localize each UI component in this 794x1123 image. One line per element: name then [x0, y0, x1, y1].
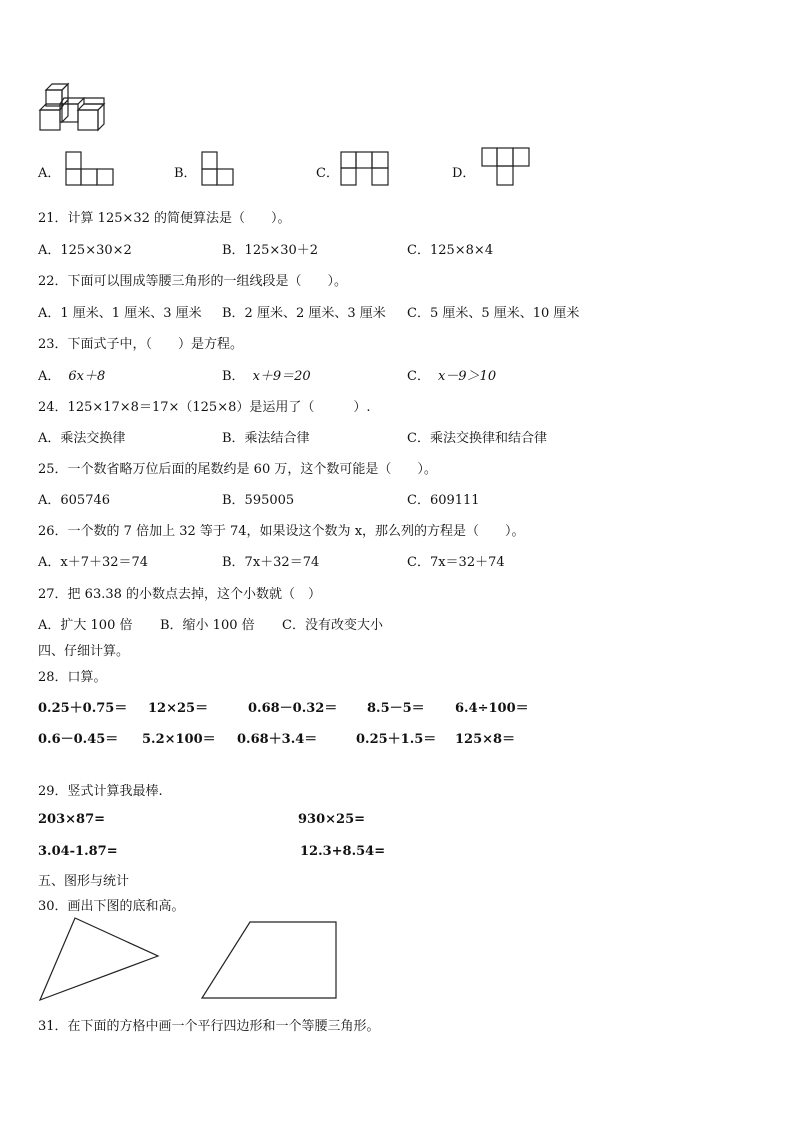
view-figure-b-icon[interactable] [202, 152, 236, 186]
option-a-label: A． [38, 166, 61, 181]
vertical-calc-item: 12.3+8.54= [300, 844, 386, 859]
question-21-stem: 21．计算 125×32 的简便算法是（ ）。 [38, 211, 291, 226]
mental-calc-item: 0.25＋0.75＝ [38, 701, 128, 716]
question-30-stem: 30．画出下图的底和高。 [38, 899, 185, 914]
question-24-option-a[interactable]: A．乘法交换律 [38, 431, 126, 446]
question-24-option-b[interactable]: B．乘法结合律 [222, 431, 310, 446]
question-25-option-b[interactable]: B．595005 [222, 493, 295, 508]
cube-stack-figure [38, 82, 110, 134]
question-22-option-c[interactable]: C．5 厘米、5 厘米、10 厘米 [407, 306, 580, 321]
question-23-stem: 23．下面式子中，（ ）是方程。 [38, 337, 244, 352]
section-5-heading: 五、图形与统计 [38, 874, 130, 889]
question-28-stem: 28．口算。 [38, 670, 107, 685]
question-25-option-a[interactable]: A．605746 [38, 493, 111, 508]
question-27-stem: 27．把 63.38 的小数点去掉，这个小数就（ ） [38, 587, 322, 602]
option-expression: x＋9＝20 [252, 369, 311, 384]
question-24-stem: 24．125×17×8＝17×（125×8）是运用了（ ）. [38, 400, 371, 415]
option-d-label: D． [452, 166, 476, 181]
question-26-option-b[interactable]: B．7x＋32＝74 [222, 555, 320, 570]
question-25-option-c[interactable]: C．609111 [407, 493, 480, 508]
section-4-heading: 四、仔细计算。 [38, 644, 130, 659]
question-26-stem: 26．一个数的 7 倍加上 32 等于 74，如果设这个数为 x，那么列的方程是（ ）。 [38, 524, 525, 539]
view-figure-d-icon[interactable] [482, 148, 530, 186]
question-26-option-c[interactable]: C．7x＝32＋74 [407, 555, 505, 570]
option-expression: 6x＋8 [68, 369, 106, 384]
question-22-option-b[interactable]: B．2 厘米、2 厘米、3 厘米 [222, 306, 386, 321]
option-expression: x－9＞10 [437, 369, 497, 384]
option-label: B． [222, 369, 245, 384]
mental-calc-item: 8.5－5＝ [367, 701, 425, 716]
mental-calc-item: 12×25＝ [148, 701, 209, 716]
question-27-option-c[interactable]: C．没有改变大小 [282, 618, 383, 633]
mental-calc-item: 125×8＝ [455, 732, 516, 747]
question-23-option-b[interactable] [222, 365, 311, 384]
question-21-option-b[interactable]: B．125×30＋2 [222, 243, 319, 258]
option-label: A． [38, 369, 61, 384]
option-b-label: B． [174, 166, 197, 181]
question-22-stem: 22．下面可以围成等腰三角形的一组线段是（ ）。 [38, 274, 348, 289]
triangle-figure[interactable] [38, 916, 160, 1002]
question-27-option-a[interactable]: A．扩大 100 倍 [38, 618, 133, 633]
question-21-option-c[interactable]: C．125×8×4 [407, 243, 494, 258]
vertical-calc-item: 3.04-1.87= [38, 844, 118, 859]
mental-calc-item: 6.4÷100＝ [455, 701, 529, 716]
option-label: C． [407, 369, 430, 384]
question-21-option-a[interactable]: A．125×30×2 [38, 243, 132, 258]
mental-calc-item: 0.25＋1.5＝ [356, 732, 437, 747]
trapezoid-figure[interactable] [200, 920, 340, 1002]
question-25-stem: 25．一个数省略万位后面的尾数约是 60 万，这个数可能是（ ）。 [38, 462, 437, 477]
mental-calc-item: 0.68＋3.4＝ [237, 732, 318, 747]
question-23-option-a[interactable] [38, 365, 105, 384]
mental-calc-item: 5.2×100＝ [142, 732, 216, 747]
question-23-option-c[interactable] [407, 365, 496, 384]
mental-calc-item: 0.68－0.32＝ [248, 701, 338, 716]
question-29-stem: 29．竖式计算我最棒. [38, 784, 163, 799]
vertical-calc-item: 203×87= [38, 812, 106, 827]
view-figure-a-icon[interactable] [66, 152, 114, 186]
mental-calc-item: 0.6－0.45＝ [38, 732, 119, 747]
question-27-option-b[interactable]: B．缩小 100 倍 [160, 618, 255, 633]
question-24-option-c[interactable]: C．乘法交换律和结合律 [407, 431, 547, 446]
vertical-calc-item: 930×25= [298, 812, 366, 827]
question-31-stem: 31．在下面的方格中画一个平行四边形和一个等腰三角形。 [38, 1019, 380, 1034]
question-26-option-a[interactable]: A．x＋7＋32＝74 [38, 555, 149, 570]
view-figure-c-icon[interactable] [341, 152, 389, 186]
option-c-label: C． [316, 166, 339, 181]
question-22-option-a[interactable]: A．1 厘米、1 厘米、3 厘米 [38, 306, 202, 321]
